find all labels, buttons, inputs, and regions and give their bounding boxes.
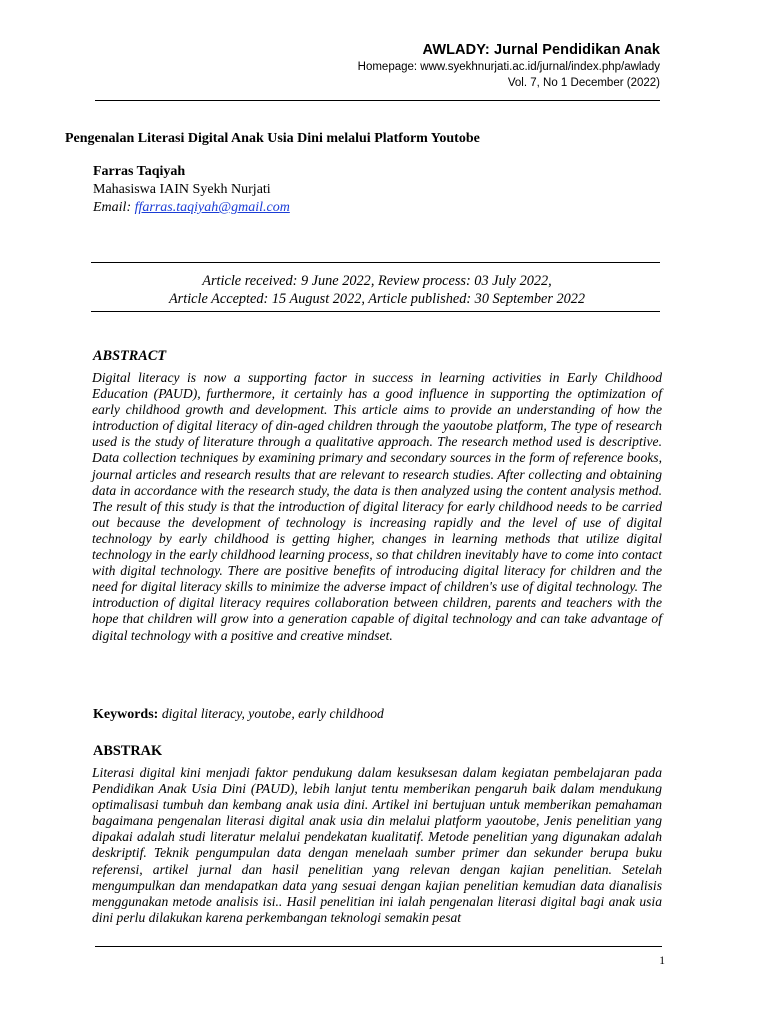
abstract-heading: ABSTRACT bbox=[93, 348, 167, 364]
journal-volume: Vol. 7, No 1 December (2022) bbox=[507, 77, 660, 89]
keywords bbox=[93, 706, 384, 723]
dates-line-1: Article received: 9 June 2022, Review process: 03 July 2022, bbox=[202, 273, 552, 289]
author-name: Farras Taqiyah bbox=[93, 164, 186, 179]
keywords-value: digital literacy, youtobe, early childhood bbox=[161, 706, 384, 721]
email-link[interactable]: ffarras.taqiyah@gmail.com bbox=[134, 200, 290, 215]
dates-divider-top bbox=[91, 262, 660, 263]
footer-divider bbox=[95, 946, 662, 947]
email-label: Email: bbox=[93, 200, 132, 215]
abstract-text: Digital literacy is now a supporting factor in success in learning activities in Early Childhood Education (PAUD), furthermore, it certainly has a good influence in supporting the optimization of early childhood growth and development. This article aims to provide an understanding of how the introduction of digital literacy of din-aged children through the yaoutobe platform, The type of research used is the study of literature through a qualitative approach. The research method used is descriptive. Data collection techniques by examining primary and secondary sources in the form of reference books, journal articles and research results that are relevant to research studies. After collecting and obtaining data in accordance with the research study, the data is then analyzed using the content analysis method. The result of this study is that the introduction of digital literacy for early childhood needs to be carried out because the development of technology is increasing rapidly and the level of use of digital technology by early childhood is getting higher, changes in learning methods that utilize digital technology in the early childhood learning process, so that children inevitably have to come into contact with digital technology. There are positive benefits of introducing digital literacy for children and the need for digital literacy skills to minimize the adverse impact of children's use of digital technology. The introduction of digital literacy requires collaboration between children, parents and teachers with the hope that children will grow into a generation capable of digital technology and can take advantage of digital technology with a positive and creative mindset. bbox=[92, 370, 662, 643]
header-divider bbox=[95, 100, 660, 101]
abstrak-text: Literasi digital kini menjadi faktor pendukung dalam kesuksesan dalam kegiatan pembelajaran pada Pendidikan Anak Usia Dini (PAUD), lebih lanjut tentu memberikan pengaruh baik dalam mendukung optimalisasi tumbuh dan kembang anak usia dini. Artikel ini bertujuan untuk memberikan pemahaman bagaimana pengenalan literasi digital anak usia din melalui platform yaoutobe, Jenis penelitian yang dipakai adalah studi literatur melalui pendekatan kualitatif. Metode penelitian yang digunakan adalah deskriptif. Teknik pengumpulan data dengan menelaah sumber primer dan sekunder berupa buku referensi, artikel jurnal dan hasil penelitian yang relevan dengan kajian penelitian. Setelah mengumpulkan dan mendapatkan data yang sesuai dengan kajian penelitian kemudian data dianalisis menggunakan metode analisis isi.. Hasil penelitian ini ialah pengenalan literasi digital bagi anak usia dini perlu dilakukan karena perkembangan teknologi semakin pesat bbox=[92, 765, 662, 925]
dates-divider-bottom bbox=[91, 311, 660, 312]
dates-line-2: Article Accepted: 15 August 2022, Article published: 30 September 2022 bbox=[168, 291, 586, 307]
article-dates bbox=[91, 272, 663, 308]
author-affiliation: Mahasiswa IAIN Syekh Nurjati bbox=[93, 182, 271, 197]
author-email-line bbox=[93, 199, 290, 217]
author-block bbox=[93, 163, 290, 217]
journal-homepage: Homepage: www.syekhnurjati.ac.id/jurnal/index.php/awlady bbox=[357, 61, 660, 73]
page-number: 1 bbox=[659, 955, 665, 967]
article-title: Pengenalan Literasi Digital Anak Usia Dini melalui Platform Youtobe bbox=[65, 131, 480, 146]
journal-title: AWLADY: Jurnal Pendidikan Anak bbox=[422, 42, 660, 58]
keywords-label: Keywords: bbox=[93, 707, 159, 722]
abstrak-heading: ABSTRAK bbox=[93, 743, 163, 759]
